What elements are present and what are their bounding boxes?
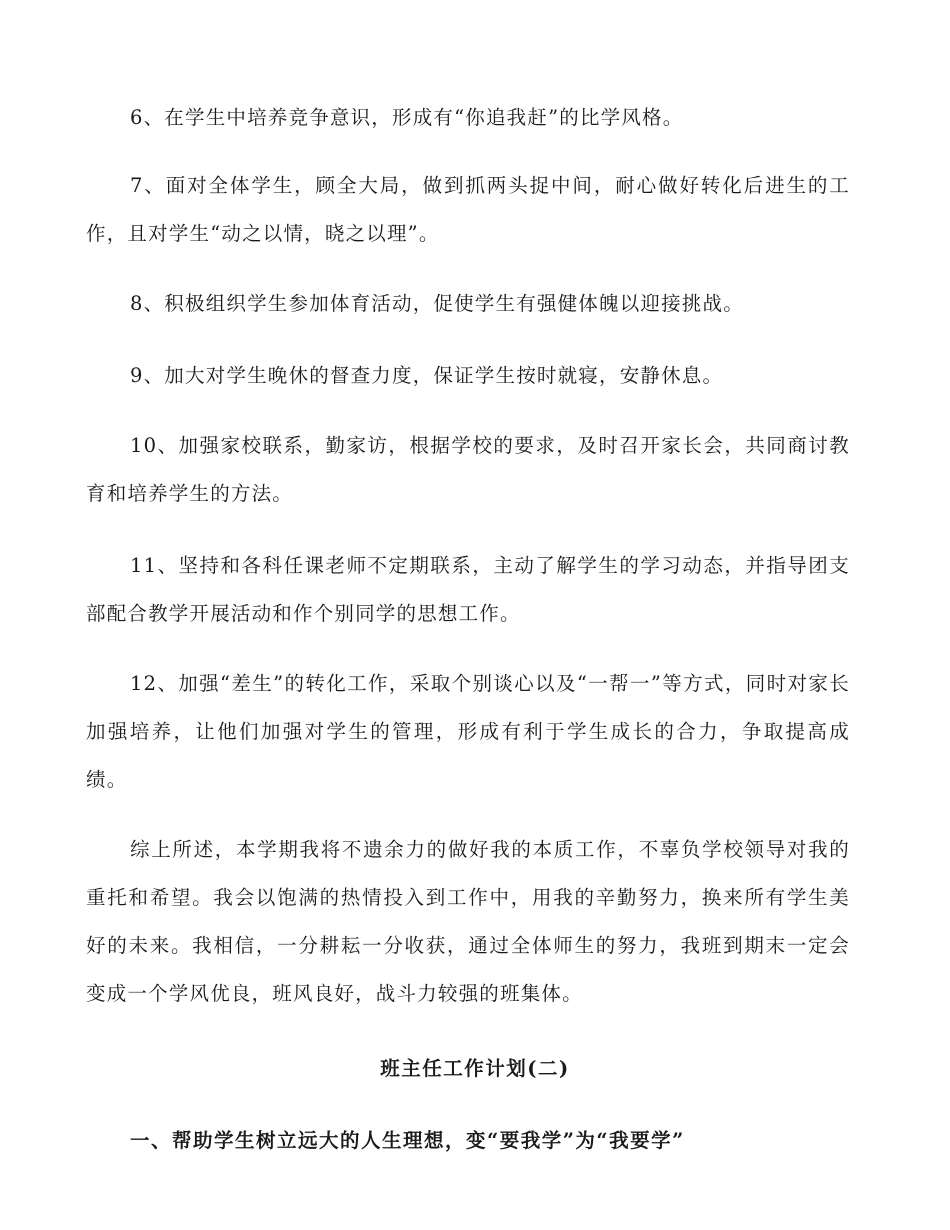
paragraph-item-10: 10、加强家校联系，勤家访，根据学校的要求，及时召开家长会，共同商讨教育和培养学生的方法。	[86, 434, 850, 505]
paragraph-item-7: 7、面对全体学生，顾全大局，做到抓两头捉中间，耐心做好转化后进生的工作，且对学生“动之以情，晓之以理”。	[86, 174, 850, 245]
summary-paragraph: 综上所述，本学期我将不遗余力的做好我的本质工作，不辜负学校领导对我的重托和希望。我会以饱满的热情投入到工作中，用我的辛勤努力，换来所有学生美好的未来。我相信，一分耕耘一分收获，通过全体师生的努力，我班到期末一定会变成一个学风优良，班风良好，战斗力较强的班集体。	[86, 838, 850, 1005]
section-title: 班主任工作计划(二)	[380, 1057, 570, 1080]
paragraph-item-11: 11、坚持和各科任课老师不定期联系，主动了解学生的学习动态，并指导团支部配合教学开展活动和作个别同学的思想工作。	[86, 554, 850, 625]
subsection-title: 一、帮助学生树立远大的人生理想，变“要我学”为“我要学”	[130, 1129, 685, 1152]
paragraph-item-8: 8、积极组织学生参加体育活动，促使学生有强健体魄以迎接挑战。	[130, 292, 744, 315]
paragraph-item-6: 6、在学生中培养竞争意识，形成有“你追我赶”的比学风格。	[130, 106, 684, 129]
paragraph-item-9: 9、加大对学生晚休的督查力度，保证学生按时就寝，安静休息。	[130, 364, 724, 387]
paragraph-item-12: 12、加强“差生”的转化工作，采取个别谈心以及“一帮一”等方式，同时对家长加强培养，让他们加强对学生的管理，形成有利于学生成长的合力，争取提高成绩。	[86, 672, 850, 791]
